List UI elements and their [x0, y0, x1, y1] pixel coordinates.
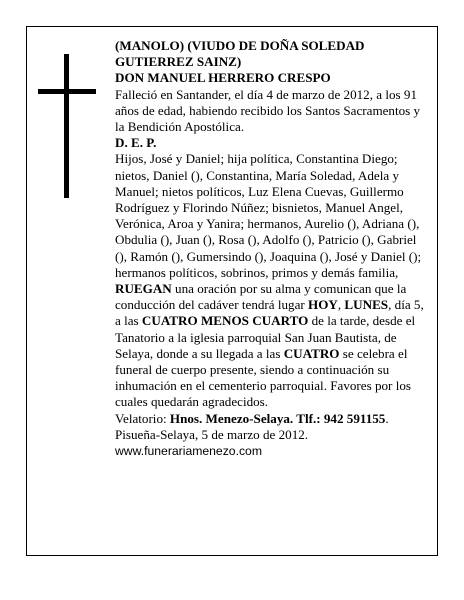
notice-text — [115, 38, 431, 459]
cross-horizontal-bar — [38, 89, 96, 94]
ruegan-word: RUEGAN — [115, 281, 172, 297]
velatorio-end: . — [385, 410, 389, 426]
velatorio-label: Velatorio: — [115, 410, 170, 426]
funeral-details — [115, 281, 431, 411]
notice-heading: (MANOLO) (VIUDO DE DOÑA SOLEDAD GUTIERREZ SAINZ) — [115, 38, 365, 70]
funeral-time: CUATRO MENOS CUARTO — [141, 313, 309, 329]
dep-line: D. E. P. — [115, 135, 157, 151]
velatorio-line — [115, 411, 431, 427]
cross-icon — [38, 54, 96, 198]
funeral-text-2: , día 5, a las — [115, 297, 424, 329]
comma-text: , — [337, 297, 345, 313]
cross-vertical-bar — [64, 54, 69, 198]
velatorio-value: Hnos. Menezo-Selaya. Tlf.: 942 591155 — [169, 410, 386, 426]
funeral-text-4: se celebra el funeral de cuerpo presente, siendo a continuación su inhumación en el cementerio parroquial. Favores por los cuales quedarán agradecidos. — [115, 345, 411, 410]
website-link[interactable]: www.funerariamenezo.com — [115, 444, 262, 459]
death-announcement: Falleció en Santander, el día 4 de marzo de 2012, a los 91 años de edad, habiendo recibido los Santos Sacramentos y la Bendición Apostólica. — [115, 86, 421, 135]
hoy-word: HOY — [308, 297, 338, 313]
lunes-word: LUNES — [344, 297, 389, 313]
funeral-text-3: de la tarde, desde el Tanatorio a la iglesia parroquial San Juan Bautista, de Selaya, donde a su llegada a las — [115, 313, 416, 361]
place-date: Pisueña-Selaya, 5 de marzo de 2012. — [115, 426, 309, 442]
family-list: Hijos, José y Daniel; hija política, Constantina Diego; nietos, Daniel (), Constantina, María Soledad, Adela y Manuel; nietos políticos, Luz Elena Cuevas, Guillermo Rodríguez y Florindo Núñez; bisnietos, Manuel Angel, Verónica, Aroa y Yanira; hermanos, Aurelio (), Adriana (), Obdulia (), Juan (), Rosa (), Adolfo (), Patricio (), Gabriel (), Ramón (), Gumersindo (), Joaquina (), José y Daniel (); hermanos políticos, sobrinos, primos y demás familia, — [115, 151, 422, 280]
arrival-time: CUATRO — [283, 345, 340, 361]
funeral-text-1: una oración por su alma y comunican que la conducción del cadáver tendrá lugar — [115, 281, 407, 313]
deceased-name: DON MANUEL HERRERO CRESPO — [115, 70, 331, 86]
